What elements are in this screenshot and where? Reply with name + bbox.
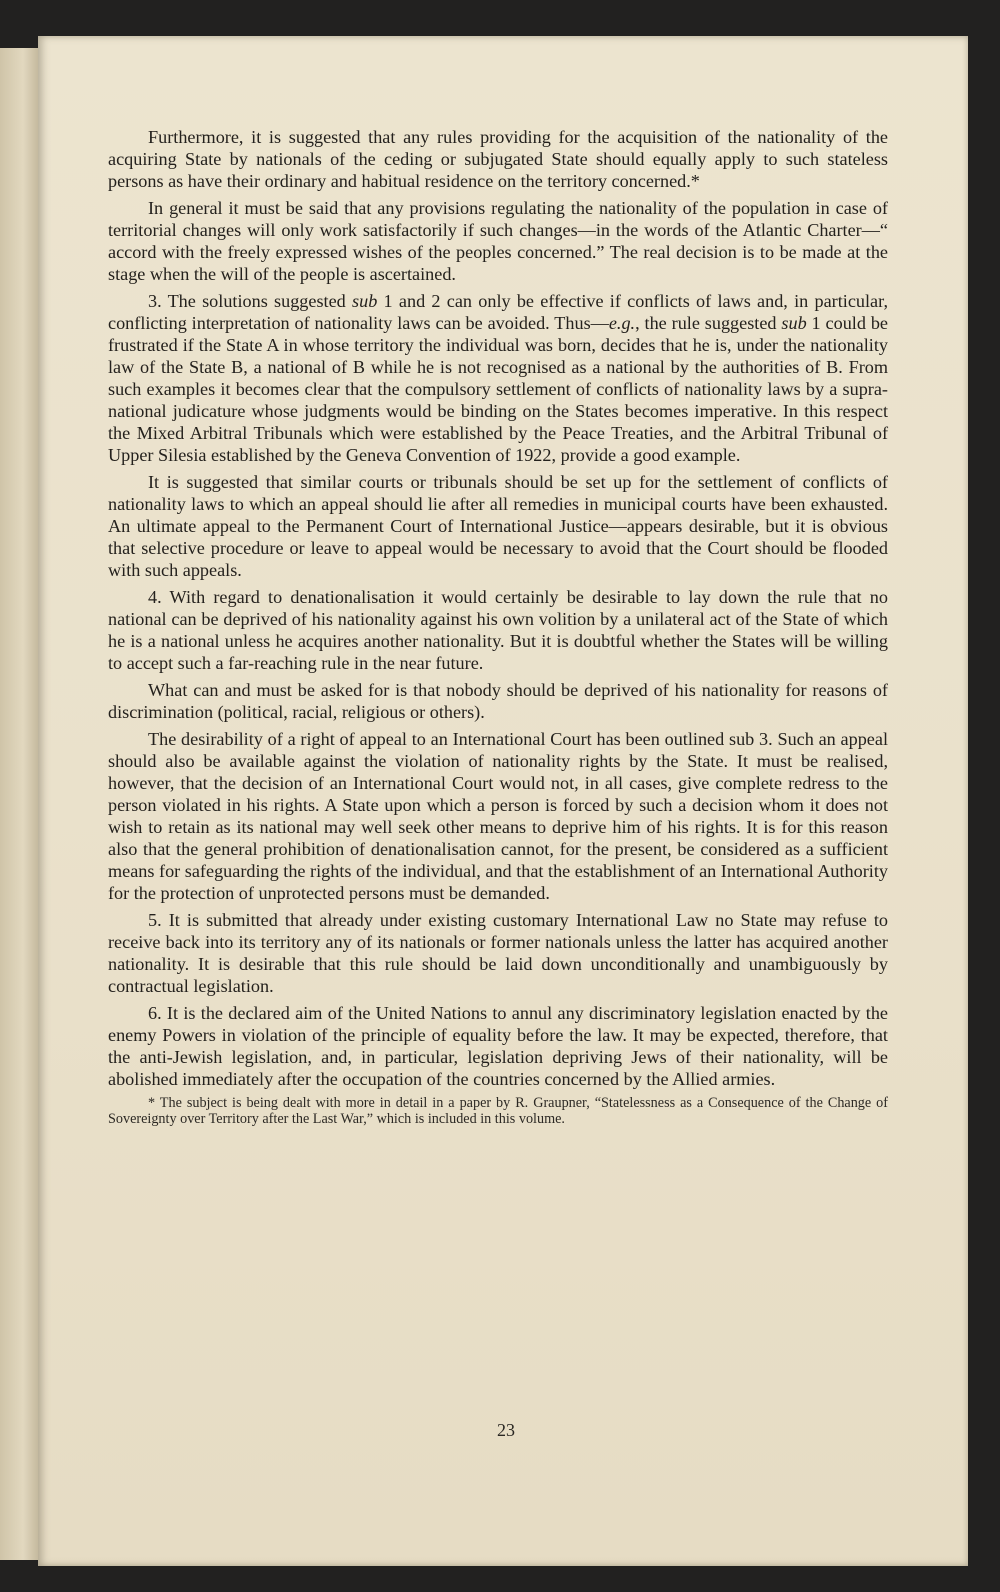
- p3-eg: e.g.: [608, 313, 636, 333]
- paragraph-3: [108, 290, 888, 466]
- body-text: [108, 126, 888, 1132]
- p3-text-d: 1 could be frustrated if the State A in whose territory the individual was born, decides that he is, under the nationality law of the State B, a national of B while he is not recognised as a national by the authorities of B. From such examples it becomes clear that the compulsory settlement of conflicts of nationality laws by a supra-national judicature whose judgments would be binding on the States becomes imperative. In this respect the Mixed Arbitral Tribunals which were established by the Peace Treaties, and the Arbitral Tribunal of Upper Silesia established by the Geneva Convention of 1922, provide a good example.: [108, 313, 888, 465]
- p3-sub: sub: [352, 291, 378, 311]
- p3-text-c: , the rule suggested: [635, 313, 782, 333]
- paragraph-4: It is suggested that similar courts or tribunals should be set up for the settlement of conflicts of nationality laws to which an appeal should lie after all remedies in municipal courts have been exhausted. An ultimate appeal to the Permanent Court of International Justice—appears desirable, but it is obvious that selective procedure or leave to appeal would be necessary to avoid that the Court should be flooded with such appeals.: [108, 472, 888, 580]
- footnote: * The subject is being dealt with more in detail in a paper by R. Graupner, “Statelessness as a Consequence of the Change of Sovereignty over Territory after the Last War,” which is included in this volume.: [108, 1095, 888, 1127]
- paragraph-7: The desirability of a right of appeal to an International Court has been outlined sub 3. Such an appeal should also be available against the violation of nationality rights by the State. It must be realised, however, that the decision of an International Court would not, in all cases, give complete redress to the person violated in his rights. A State upon which a person is forced by such a decision whom it does not wish to retain as its national may well seek other means to deprive him of his rights. It is for this reason also that the general prohibition of denationalisation cannot, for the present, be considered as a sufficient means for safeguarding the rights of the individual, and that the establishment of an International Authority for the protection of unprotected persons must be demanded.: [108, 729, 888, 903]
- paragraph-8: 5. It is submitted that already under existing customary International Law no State may refuse to receive back into its territory any of its nationals or former nationals unless the latter has acquired another nationality. It is desirable that this rule should be laid down unconditionally and unambiguously by contractual legislation.: [108, 910, 888, 996]
- p3-text-b: 1 and 2 can only be effective if conflicts of laws and, in particular, conflicting interpretation of nationality laws can be avoided. Thus—: [108, 291, 888, 333]
- paragraph-9: 6. It is the declared aim of the United Nations to annul any discriminatory legislation enacted by the enemy Powers in violation of the principle of equality before the law. It may be expected, therefore, that the anti-Jewish legislation, and, in particular, legislation depriving Jews of their nationality, will be abolished immediately after the occupation of the countries concerned by the Allied armies.: [108, 1003, 888, 1089]
- p3-sub-2: sub: [781, 313, 807, 333]
- paragraph-1: Furthermore, it is suggested that any rules providing for the acquisition of the nationality of the acquiring State by nationals of the ceding or subjugated State should equally apply to such stateless persons as have their ordinary and habitual residence on the territory concerned.*: [108, 127, 888, 191]
- page-number: 23: [497, 1420, 515, 1440]
- p3-text-a: 3. The solutions suggested: [148, 291, 353, 311]
- previous-page-edge: [0, 48, 43, 1560]
- book-page: [38, 36, 968, 1566]
- paragraph-5: 4. With regard to denationalisation it would certainly be desirable to lay down the rule that no national can be deprived of his nationality against his own volition by a unilateral act of the State of which he is a national unless he acquires another nationality. But it is doubtful whether the States will be willing to accept such a far-reaching rule in the near future.: [108, 587, 888, 673]
- paragraph-2: In general it must be said that any provisions regulating the nationality of the population in case of territorial changes will only work satisfactorily if such changes—in the words of the Atlantic Charter—“ accord with the freely expressed wishes of the peoples concerned.” The real decision is to be made at the stage when the will of the people is ascertained.: [108, 198, 888, 284]
- paragraph-6: What can and must be asked for is that nobody should be deprived of his nationality for reasons of discrimination (political, racial, religious or others).: [108, 680, 888, 722]
